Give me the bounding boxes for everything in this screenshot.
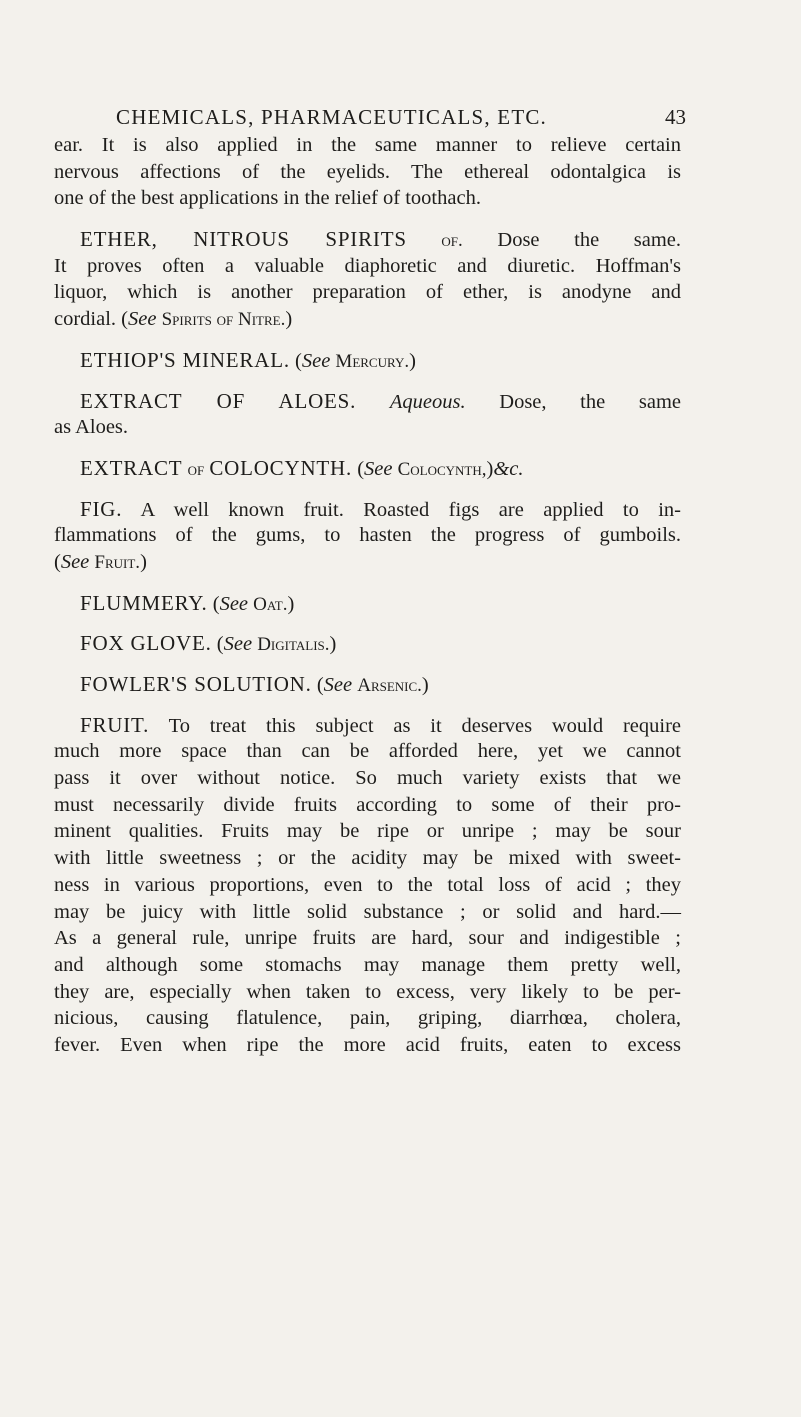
text-fragment: (	[54, 550, 61, 573]
see-word: See	[364, 457, 393, 480]
text-line: flammations of the gums, to hasten the progress of gumboils.	[54, 524, 681, 547]
entry-heading: ETHIOP'S MINERAL.	[80, 347, 290, 372]
see-word: See	[60, 550, 90, 573]
text-line	[54, 496, 681, 523]
text-fragment: )	[140, 550, 147, 573]
text-line: fever. Even when ripe the more acid fruits, eaten to excess	[54, 1033, 681, 1056]
cross-reference: Spirits of Nitre.	[161, 309, 286, 331]
text-line: much more space than can be afforded here, yet we cannot	[54, 740, 681, 763]
text-fragment: )	[329, 633, 337, 656]
entry-heading: FRUIT.	[80, 712, 150, 737]
entry-ether-nitrous	[54, 226, 681, 333]
see-word: See	[128, 308, 157, 331]
text-line: As a general rule, unripe fruits are hard, sour and indigestible ;	[54, 927, 681, 950]
cross-reference: Oat.	[253, 593, 288, 615]
text-line: pass it over without notice. So much variety exists that we	[54, 767, 681, 790]
text-line: ear. It is also applied in the same manner to relieve certain	[54, 134, 681, 156]
aqueous-word: Aqueous.	[389, 390, 466, 413]
text-line: ness in various proportions, even to the total loss of acid ; they	[54, 873, 681, 896]
of-word: of.	[441, 230, 463, 252]
entry-extract-colocynth	[54, 455, 681, 482]
text-fragment: To treat this subject as it deserves would require	[149, 714, 681, 737]
entry-ethiops-mineral	[54, 347, 681, 374]
entry-heading: EXTRACT	[80, 455, 183, 480]
text-line	[54, 306, 681, 333]
entry-heading: FOWLER'S SOLUTION.	[80, 672, 312, 696]
text-fragment: cordial. (	[54, 308, 128, 331]
text-line: one of the best applications in the relief of toothach.	[54, 187, 481, 210]
text-line: nicious, causing flatulence, pain, griping, diarrhœa, cholera,	[54, 1007, 681, 1030]
text-line: may be juicy with little solid substance ; or solid and hard.—	[54, 900, 681, 923]
entry-flummery	[54, 590, 681, 617]
text-fragment: )	[421, 674, 429, 696]
text-line: and although some stomachs may manage them pretty well,	[54, 953, 681, 976]
text-fragment: )	[287, 592, 295, 615]
text-line	[54, 549, 681, 576]
text-line	[54, 226, 681, 253]
text-fragment: )	[285, 308, 293, 331]
text-line	[54, 347, 681, 374]
text-line: liquor, which is another preparation of ether, is anodyne and	[54, 281, 681, 304]
cross-reference: Colocynth,	[397, 458, 487, 480]
text-line: minent qualities. Fruits may be ripe or unripe ; may be sour	[54, 820, 681, 843]
text-line	[54, 388, 681, 415]
etc-mark: &c.	[493, 457, 524, 480]
paragraph-continuation	[54, 132, 681, 212]
text-line	[54, 455, 681, 482]
text-fragment: Dose, the same	[465, 390, 681, 413]
see-word: See	[223, 633, 253, 656]
cross-reference: Digitalis.	[257, 634, 330, 656]
text-fragment: (	[289, 349, 302, 372]
running-title: CHEMICALS, PHARMACEUTICALS, ETC.	[116, 105, 548, 129]
text-line: they are, especially when taken to excess, very likely to be per-	[54, 980, 681, 1003]
text-line: with little sweetness ; or the acidity may be mixed with sweet-	[54, 847, 681, 870]
text-fragment: (	[311, 674, 324, 696]
text-fragment: Dose the same.	[462, 229, 682, 252]
see-word: See	[323, 674, 353, 696]
running-head	[116, 105, 686, 130]
entry-fruit	[54, 712, 681, 1059]
entry-fox-glove	[54, 630, 681, 657]
entry-extract-aloes	[54, 388, 681, 441]
cross-reference: Arsenic.	[357, 675, 422, 696]
text-fragment: )	[486, 457, 494, 480]
entry-heading: FLUMMERY.	[80, 590, 208, 615]
cross-reference: Mercury.	[335, 350, 410, 372]
entry-heading: COLOCYNTH.	[209, 455, 353, 480]
entry-heading: EXTRACT OF ALOES.	[80, 388, 357, 413]
entry-heading: FOX GLOVE.	[80, 631, 212, 656]
entry-fig	[54, 496, 681, 576]
entry-heading: ETHER, NITROUS SPIRITS	[80, 227, 407, 252]
of-word: of	[187, 458, 205, 480]
text-line: nervous affections of the eyelids. The ethereal odontalgica is	[54, 160, 681, 183]
text-fragment: A well known fruit. Roasted figs are applied to in-	[122, 498, 681, 521]
text-line	[54, 671, 681, 698]
cross-reference: Fruit.	[94, 551, 141, 573]
text-fragment: (	[207, 592, 220, 615]
page-number: 43	[665, 105, 686, 129]
text-line	[54, 630, 681, 657]
entry-heading: FIG.	[80, 496, 123, 521]
text-fragment: (	[211, 633, 224, 656]
text-line: as Aloes.	[54, 416, 129, 439]
see-word: See	[219, 592, 249, 615]
entry-fowlers-solution	[54, 671, 681, 698]
text-line: must necessarily divide fruits according to some of their pro-	[54, 793, 681, 816]
text-line	[54, 712, 681, 739]
text-line: It proves often a valuable diaphoretic and diuretic. Hoffman's	[54, 254, 681, 277]
text-line	[54, 590, 681, 617]
text-fragment: (	[352, 457, 365, 480]
body-text	[54, 132, 681, 1059]
text-fragment: )	[409, 349, 416, 372]
see-word: See	[301, 349, 331, 372]
